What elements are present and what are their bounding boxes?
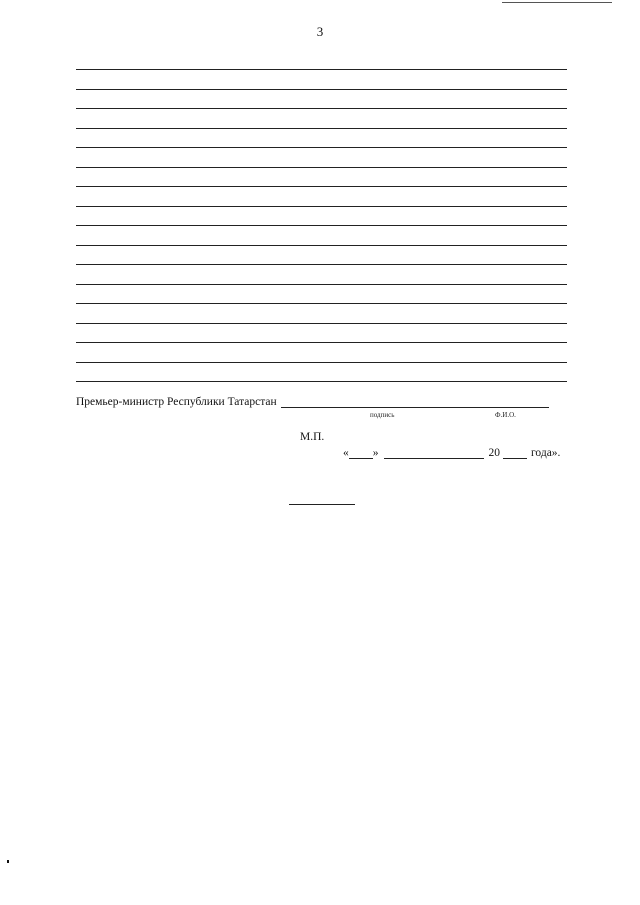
blank-line bbox=[76, 264, 567, 265]
blank-line bbox=[76, 167, 567, 168]
blank-line bbox=[76, 303, 567, 304]
blank-line bbox=[76, 128, 567, 129]
blank-line bbox=[76, 206, 567, 207]
date-close-quote: » bbox=[372, 447, 379, 459]
blank-line bbox=[76, 147, 567, 148]
year-suffix: года». bbox=[531, 447, 561, 459]
blank-line bbox=[76, 342, 567, 343]
date-row bbox=[343, 447, 560, 459]
year-prefix: 20 bbox=[488, 447, 500, 459]
blank-line bbox=[76, 225, 567, 226]
corner-scan-mark bbox=[502, 2, 612, 3]
scan-speck bbox=[7, 860, 9, 863]
name-caption: Ф.И.О. bbox=[495, 411, 516, 419]
signature-label: Премьер-министр Республики Татарстан bbox=[76, 396, 277, 408]
signature-row bbox=[76, 395, 576, 408]
blank-line bbox=[76, 89, 567, 90]
end-of-document-rule bbox=[289, 504, 355, 505]
year-field[interactable] bbox=[503, 447, 527, 459]
day-field[interactable] bbox=[349, 447, 373, 459]
blank-line bbox=[76, 362, 567, 363]
month-field[interactable] bbox=[384, 447, 484, 459]
blank-line bbox=[76, 284, 567, 285]
date-open-quote: « bbox=[343, 447, 349, 459]
blank-line bbox=[76, 381, 567, 382]
blank-line bbox=[76, 245, 567, 246]
blank-line bbox=[76, 108, 567, 109]
blank-line bbox=[76, 69, 567, 70]
blank-writing-lines bbox=[76, 69, 567, 401]
signature-field[interactable] bbox=[281, 395, 549, 408]
blank-line bbox=[76, 323, 567, 324]
signature-caption: подпись bbox=[370, 411, 395, 419]
blank-line bbox=[76, 186, 567, 187]
stamp-placeholder: М.П. bbox=[300, 431, 325, 443]
page-number: 3 bbox=[316, 24, 324, 39]
